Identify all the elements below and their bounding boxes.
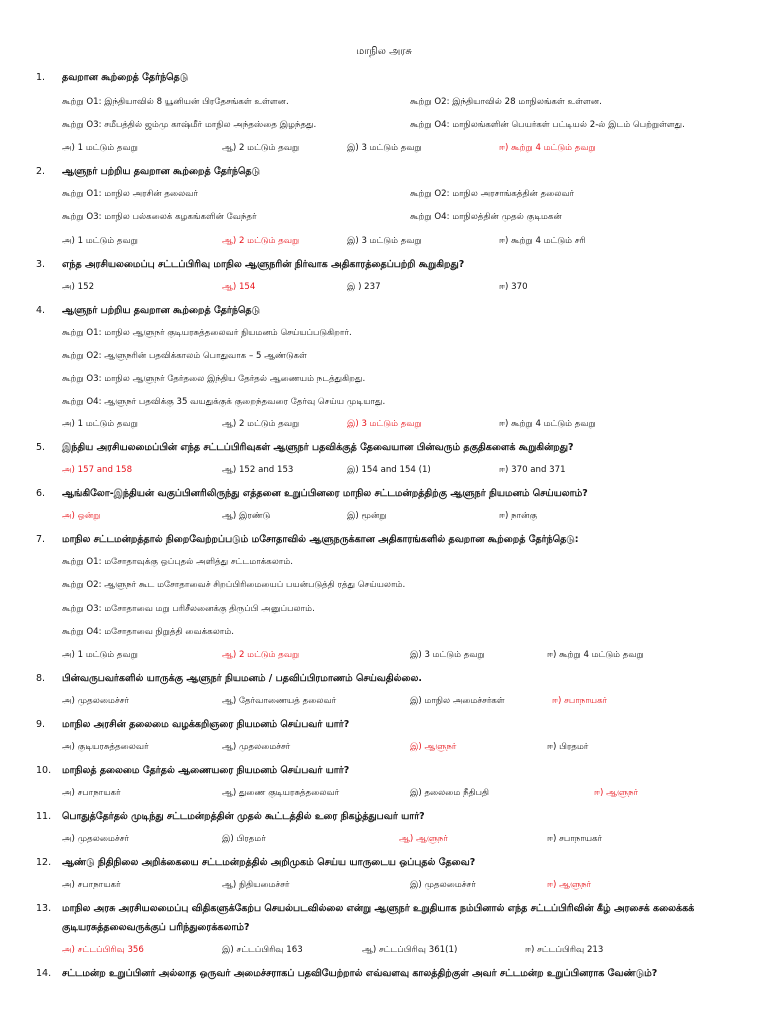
question-number: 9. bbox=[36, 719, 46, 730]
option-b-answer: ஆ) 2 மட்டும் தவறு bbox=[222, 236, 300, 246]
question-number: 6. bbox=[36, 488, 46, 499]
option-c: இ) தலைமை நீதிபதி bbox=[410, 788, 490, 798]
question-text: மாநில அரசின் தலைமை வழக்கறிஞரை நியமனம் செய்பவர் யார்? bbox=[62, 719, 350, 730]
statement: கூற்று O2: மாநில அரசாங்கத்தின் தலைவர் bbox=[410, 189, 575, 199]
option-b: ஆ) 2 மட்டும் தவறு bbox=[222, 419, 300, 429]
option-a: அ) சபாநாயகர் bbox=[62, 788, 121, 798]
question-number: 14. bbox=[36, 968, 52, 979]
question-number: 11. bbox=[36, 811, 52, 822]
question-text: ஆளுநர் பற்றிய தவறான கூற்றைத் தேர்ந்தெடு bbox=[62, 305, 261, 316]
option-b: ஆ) சட்டப்பிரிவு 361(1) bbox=[362, 945, 458, 955]
option-b: ஆ) 2 மட்டும் தவறு bbox=[222, 143, 300, 153]
option-d: ஈ) சட்டப்பிரிவு 213 bbox=[525, 945, 604, 955]
option-c: இ) பிரதமர் bbox=[222, 834, 266, 844]
option-c: இ) 3 மட்டும் தவறு bbox=[410, 650, 485, 660]
option-a-answer: அ) சட்டப்பிரிவு 356 bbox=[62, 945, 144, 955]
question-number: 4. bbox=[36, 305, 46, 316]
option-c: இ) 3 மட்டும் தவறு bbox=[347, 143, 422, 153]
question-text: மாநில அரசு அரசியலமைப்பு விதிகளுக்கேற்ப செயல்படவில்லை என்று ஆளுநர் உறுதியாக நம்பினால் எந்த சட்டப்பிரிவின் கீழ் அரசைக் கலைக்கக் bbox=[62, 903, 695, 914]
option-c: இ ) 237 bbox=[347, 282, 381, 292]
option-c-answer: இ) ஆளுநர் bbox=[410, 742, 457, 752]
option-a: அ) 1 மட்டும் தவறு bbox=[62, 650, 138, 660]
option-b: ஆ) நிதியமைச்சர் bbox=[222, 880, 290, 890]
option-c: இ) சட்டப்பிரிவு 163 bbox=[222, 945, 303, 955]
statement: கூற்று O3: மசோதாவை மறு பரிசீலனைக்கு திருப்பி அனுப்பலாம். bbox=[62, 604, 315, 614]
option-b-answer: ஆ) ஆளுநர் bbox=[399, 834, 448, 844]
question-text: ஆண்டு நிதிநிலை அறிக்கையை சட்டமன்றத்தில் அறிமுகம் செய்ய யாருடைய ஒப்புதல் தேவை? bbox=[62, 857, 476, 868]
option-d: ஈ) 370 and 371 bbox=[499, 465, 566, 475]
question-text: தவறான கூற்றைத் தேர்ந்தெடு bbox=[62, 72, 189, 83]
option-b-answer: ஆ) 2 மட்டும் தவறு bbox=[222, 650, 300, 660]
question-text-continued: குடியரசுத்தலைவருக்குப் பரிந்துரைக்கலாம்? bbox=[62, 922, 250, 933]
option-d: ஈ) சபாநாயகர் bbox=[547, 834, 603, 844]
option-a: அ) குடியரசுத்தலைவர் bbox=[62, 742, 149, 752]
statement: கூற்று O1: மாநில ஆளுநர் குடியரசுத்தலைவர் நியமனம் செய்யப்படுகிறார். bbox=[62, 328, 352, 338]
statement: கூற்று O2: ஆளுநர் கூட மசோதாவைச் சிறப்பிரிமையைப் பயன்படுத்தி ரத்து செய்யலாம். bbox=[62, 580, 406, 590]
question-number: 8. bbox=[36, 673, 46, 684]
option-a-answer: அ) 157 and 158 bbox=[62, 465, 133, 475]
option-c: இ) மாநில அமைச்சர்கள் bbox=[410, 696, 505, 706]
option-d-answer: ஈ) ஆளுநர் bbox=[547, 880, 592, 890]
question-number: 12. bbox=[36, 857, 52, 868]
statement: கூற்று O3: சமீபத்தில் ஜம்மு காஷ்மீர் மாநில அந்தஸ்தை இழந்தது. bbox=[62, 120, 317, 130]
question-number: 2. bbox=[36, 166, 46, 177]
statement: கூற்று O4: மசோதாவை நிறுத்தி வைக்கலாம். bbox=[62, 627, 234, 637]
option-d-answer: ஈ) ஆளுநர் bbox=[594, 788, 639, 798]
question-text: மாநிலத் தலைமை தேர்தல் ஆணையரை நியமனம் செய்பவர் யார்? bbox=[62, 765, 350, 776]
option-a-answer: அ) ஒன்று bbox=[62, 511, 101, 521]
option-d: ஈ) 370 bbox=[499, 282, 528, 292]
option-c: இ) 154 and 154 (1) bbox=[347, 465, 431, 475]
statement: கூற்று O1: மசோதாவுக்கு ஒப்புதல் அளித்து சட்டமாக்கலாம். bbox=[62, 557, 294, 567]
option-d: ஈ) கூற்று 4 மட்டும் சரி bbox=[499, 236, 586, 246]
question-number: 7. bbox=[36, 534, 46, 545]
option-a: அ) 1 மட்டும் தவறு bbox=[62, 236, 138, 246]
page-title: மாநில அரசு bbox=[356, 46, 412, 57]
question-text: ஆளுநர் பற்றிய தவறான கூற்றைத் தேர்ந்தெடு bbox=[62, 166, 261, 177]
question-number: 10. bbox=[36, 765, 52, 776]
option-c: இ) முதலமைச்சர் bbox=[410, 880, 476, 890]
statement: கூற்று O4: மாநிலத்தின் முதல் குடிமகன் bbox=[410, 212, 562, 222]
question-number: 1. bbox=[36, 72, 46, 83]
statement: கூற்று O4: மாநிலங்களின் பெயர்கள் பட்டியல் 2-ல் இடம் பெற்றுள்ளது. bbox=[410, 120, 685, 130]
option-b: ஆ) துணை குடியரசுத்தலைவர் bbox=[222, 788, 340, 798]
option-d: ஈ) கூற்று 4 மட்டும் தவறு bbox=[547, 650, 644, 660]
question-number: 13. bbox=[36, 903, 52, 914]
option-a: அ) சபாநாயகர் bbox=[62, 880, 121, 890]
statement: கூற்று O1: மாநில அரசின் தலைவர் bbox=[62, 189, 198, 199]
statement: கூற்று O2: இந்தியாவில் 28 மாநிலங்கள் உள்ளன. bbox=[410, 97, 602, 107]
question-text: ஆங்கிலோ-இந்தியன் வகுப்பினரிலிருந்து எத்தனை உறுப்பினரை மாநில சட்டமன்றத்திற்கு ஆளுநர் நியமனம் செய்யலாம்? bbox=[62, 488, 588, 499]
option-a: அ) முதலமைச்சர் bbox=[62, 696, 129, 706]
option-a: அ) 1 மட்டும் தவறு bbox=[62, 419, 138, 429]
option-c: இ) மூன்று bbox=[347, 511, 387, 521]
option-d: ஈ) பிரதமர் bbox=[547, 742, 589, 752]
option-d-answer: ஈ) சபாநாயகர் bbox=[552, 696, 608, 706]
question-text: மாநில சட்டமன்றத்தால் நிறைவேற்றப்படும் மசோதாவில் ஆளுநருக்கான அதிகாரங்களில் தவறான கூற்றைத் தேர்ந்தெடு: bbox=[62, 534, 579, 545]
question-text: இந்திய அரசியலமைப்பின் எந்த சட்டப்பிரிவுகள் ஆளுநர் பதவிக்குத் தேவையான பின்வரும் தகுதிகளைக் கூறுகின்றது? bbox=[62, 442, 574, 453]
option-d: ஈ) நான்கு bbox=[499, 511, 538, 521]
option-a: அ) முதலமைச்சர் bbox=[62, 834, 129, 844]
option-a: அ) 152 bbox=[62, 282, 95, 292]
option-c-answer: இ) 3 மட்டும் தவறு bbox=[347, 419, 422, 429]
question-text: பொதுத்தேர்தல் முடிந்து சட்டமன்றத்தின் முதல் கூட்டத்தில் உரை நிகழ்த்துபவர் யார்? bbox=[62, 811, 425, 822]
question-text: பின்வருபவர்களில் யாருக்கு ஆளுநர் நியமனம் / பதவிப்பிரமாணம் செய்வதில்லை. bbox=[62, 673, 422, 684]
option-b: ஆ) 152 and 153 bbox=[222, 465, 294, 475]
statement: கூற்று O2: ஆளுநரின் பதவிக்காலம் பொதுவாக – 5 ஆண்டுகள் bbox=[62, 351, 307, 361]
option-b: ஆ) தேர்வாணையத் தலைவர் bbox=[222, 696, 337, 706]
option-b: ஆ) முதலமைச்சர் bbox=[222, 742, 291, 752]
statement: கூற்று O3: மாநில பல்கலைக் கழகங்களின் வேந்தர் bbox=[62, 212, 257, 222]
option-c: இ) 3 மட்டும் தவறு bbox=[347, 236, 422, 246]
question-number: 3. bbox=[36, 259, 46, 270]
option-b: ஆ) இரண்டு bbox=[222, 511, 271, 521]
option-a: அ) 1 மட்டும் தவறு bbox=[62, 143, 138, 153]
question-text: சட்டமன்ற உறுப்பினர் அல்லாத ஒருவர் அமைச்சராகப் பதவியேற்றால் எவ்வளவு காலத்திற்குள் அவர் சட்டமன்ற உறுப்பினராக வேண்டும்? bbox=[62, 968, 658, 979]
question-number: 5. bbox=[36, 442, 46, 453]
question-text: எந்த அரசியலமைப்பு சட்டப்பிரிவு மாநில ஆளுநரின் நிர்வாக அதிகாரத்தைப்பற்றி கூறுகிறது? bbox=[62, 259, 465, 270]
option-d-answer: ஈ) கூற்று 4 மட்டும் தவறு bbox=[499, 143, 596, 153]
option-b-answer: ஆ) 154 bbox=[222, 282, 256, 292]
statement: கூற்று O3: மாநில ஆளுநர் தேர்தலை இந்திய தேர்தல் ஆணையம் நடத்துகிறது. bbox=[62, 374, 366, 384]
statement: கூற்று O4: ஆளுநர் பதவிக்கு 35 வயதுக்குக் குறைந்தவரை தேர்வு செய்ய முடியாது. bbox=[62, 397, 386, 407]
statement: கூற்று O1: இந்தியாவில் 8 யூனியன் பிரதேசங்கள் உள்ளன. bbox=[62, 97, 289, 107]
option-d: ஈ) கூற்று 4 மட்டும் தவறு bbox=[499, 419, 596, 429]
